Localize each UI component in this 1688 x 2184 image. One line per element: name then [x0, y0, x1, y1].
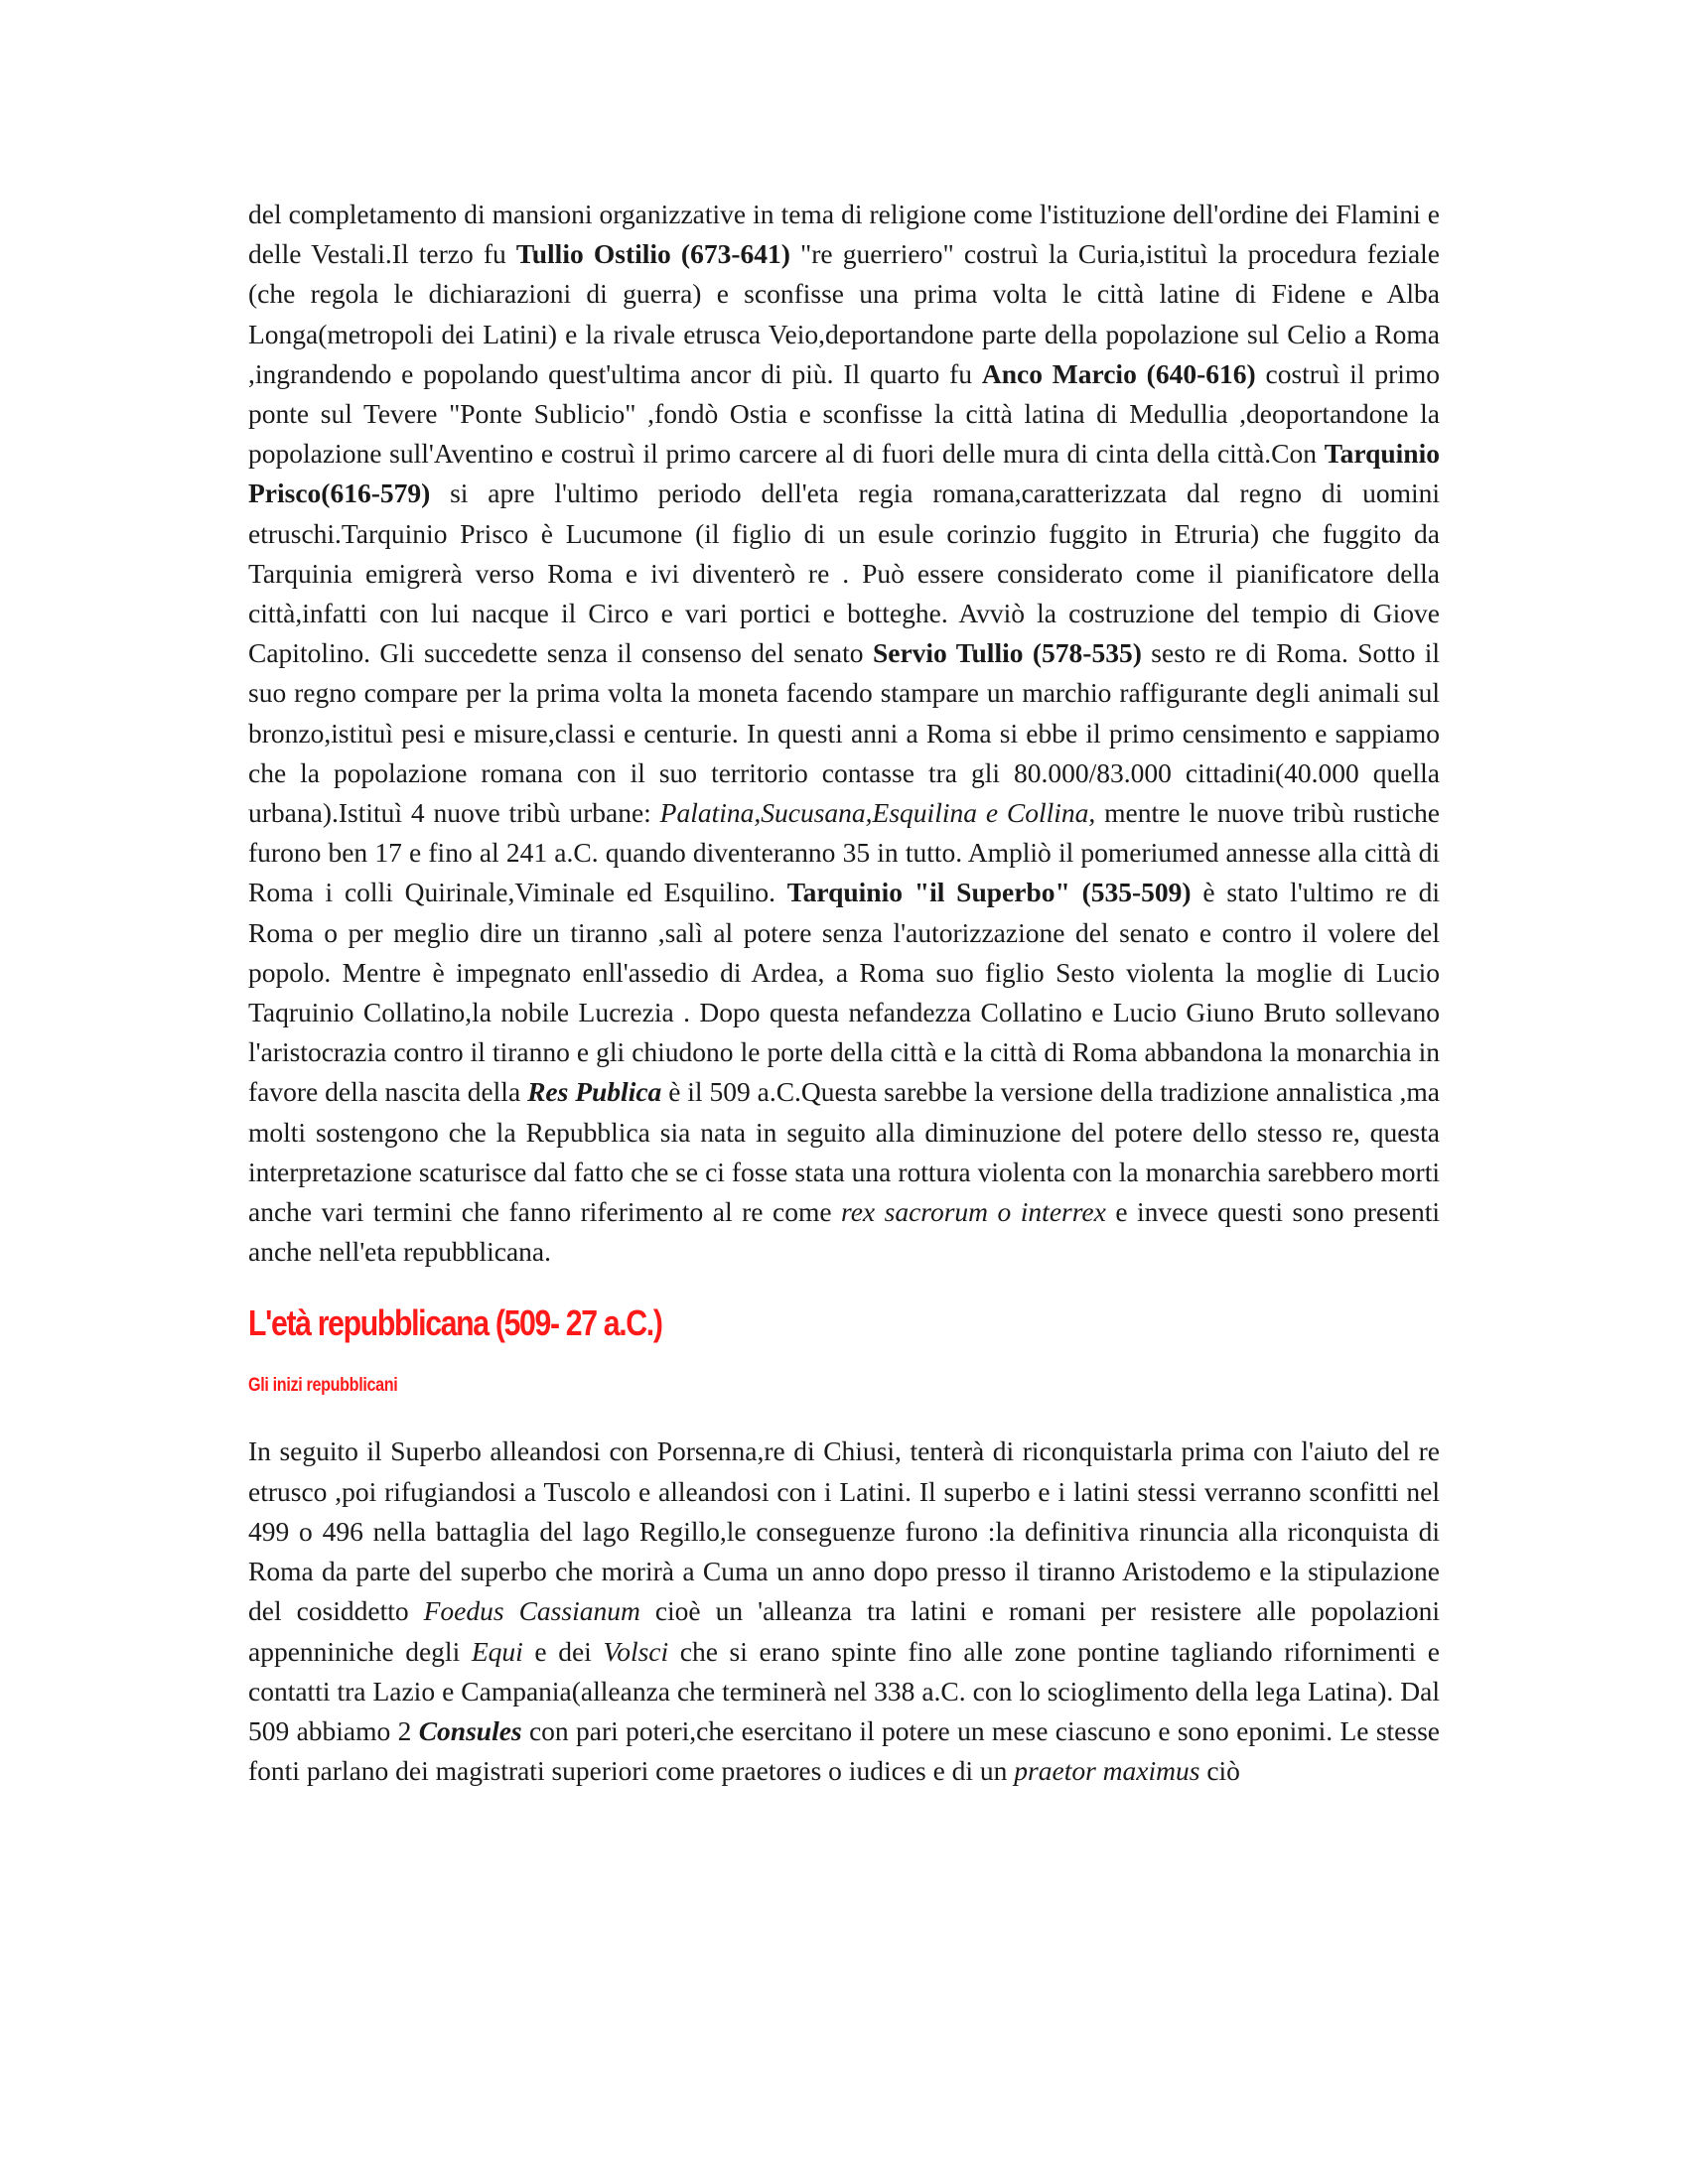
- italic-term-tribes: Palatina,Sucusana,Esquilina e Collina,: [659, 797, 1096, 829]
- text-run: ciò: [1199, 1755, 1240, 1787]
- paragraph-early-republic: [248, 1432, 1440, 1791]
- italic-term-volsci: Volsci: [603, 1635, 669, 1667]
- text-run: con pari poteri,che esercitano il potere un mese ciascuno e sono eponimi. Le stesse fonti parlano dei magistrati superiori come praetores o iudices e di un: [248, 1714, 1440, 1787]
- text-run: e dei: [522, 1635, 604, 1667]
- text-run: che si erano spinte fino alle zone pontine tagliando rifornimenti e contatti tra Lazio e Campania(alleanza che terminerà nel 338 a.C. con lo scioglimento della lega Latina). Dal 509 abbiamo 2: [248, 1635, 1440, 1746]
- section-heading: L'età repubblicana (509- 27 a.C.): [248, 1302, 662, 1344]
- king-name-anco-marcio: Anco Marcio (640-616): [981, 357, 1256, 389]
- text-run: è il 509 a.C.Questa sarebbe la versione della tradizione annalistica ,ma molti sostengono che la Repubblica sia nata in seguito alla diminuzione del potere dello stesso re, questa interpretazione scaturisce dal fatto che se ci fosse stata una rottura violenta con la monarchia sarebbero morti anche vari termini che fanno riferimento al re come: [248, 1076, 1440, 1228]
- text-run: "re guerriero" costruì la Curia,istituì la procedura feziale (che regola le dichiarazioni di guerra) e sconfisse una prima volta le città latine di Fidene e Alba Longa(metropoli dei Latini) e la rivale etrusca Veio,deportandone parte della popolazione sul Celio a Roma ,ingrandendo e popolando quest'ultima ancor di più. Il quarto fu: [248, 238, 1440, 389]
- king-name-tarquinio-prisco: Tarquinio Prisco(616-579): [248, 438, 1440, 509]
- italic-term-foedus-cassianum: Foedus Cassianum: [423, 1595, 640, 1627]
- term-consules: Consules: [418, 1714, 522, 1746]
- text-run: sesto re di Roma. Sotto il suo regno compare per la prima volta la moneta facendo stampare un marchio raffigurante degli animali sul bronzo,istituì pesi e misure,classi e centurie. In questi anni a Roma si ebbe il primo censimento e sappiamo che la popolazione romana con il suo territorio contasse tra gli 80.000/83.000 cittadini(40.000 quella urbana).Istituì 4 nuove tribù urbane:: [248, 637, 1441, 829]
- document-page: [248, 195, 1440, 1791]
- text-run: cioè un 'alleanza tra latini e romani per resistere alle popolazioni appenniniche degli: [248, 1595, 1440, 1667]
- text-run: è stato l'ultimo re di Roma o per meglio dire un tiranno ,salì al potere senza l'autorizzazione del senato e contro il volere del popolo. Mentre è impegnato enll'assedio di Ardea, a Roma suo figlio Sesto violenta la moglie di Lucio Taqruinio Collatino,la nobile Lucrezia . Dopo questa nefandezza Collatino e Lucio Giuno Bruto sollevano l'aristocrazia contro il tiranno e gli chiudono le porte della città e la città di Roma abbandona la monarchia in favore della nascita della: [248, 877, 1440, 1108]
- text-run: In seguito il Superbo alleandosi con Porsenna,re di Chiusi, tenterà di riconquistarla prima con l'aiuto del re etrusco ,poi rifugiandosi a Tuscolo e alleandosi con i Latini. Il superbo e i latini stessi verranno sconfitti nel 499 o 496 nella battaglia del lago Regillo,le conseguenze furono :la definitiva rinuncia alla riconquista di Roma da parte del superbo che morirà a Cuma un anno dopo presso il tiranno Aristodemo e la stipulazione del cosiddetto: [248, 1435, 1440, 1627]
- king-name-servio-tullio: Servio Tullio (578-535): [872, 637, 1142, 669]
- italic-term-praetor-maximus: praetor maximus: [1014, 1755, 1200, 1787]
- king-name-tullio-ostilio: Tullio Ostilio (673-641): [515, 238, 790, 270]
- term-res-publica: Res Publica: [527, 1076, 662, 1108]
- text-run: del completamento di mansioni organizzative in tema di religione come l'istituzione dell'ordine dei Flamini e delle Vestali.Il terzo fu: [248, 199, 1440, 270]
- king-name-tarquinio-superbo: Tarquinio "il Superbo" (535-509): [786, 877, 1192, 908]
- text-run: si apre l'ultimo periodo dell'eta regia romana,caratterizzata dal regno di uomini etruschi.Tarquinio Prisco è Lucumone (il figlio di un esule corinzio fuggito in Etruria) che fuggito da Tarquinia emigrerà verso Roma e ivi diventerò re . Può essere considerato come il pianificatore della città,infatti con lui nacque il Circo e vari portici e botteghe. Avviò la costruzione del tempio di Giove Capitolino. Gli succedette senza il consenso del senato: [248, 478, 1440, 669]
- subsection-heading: Gli inizi repubblicani: [248, 1375, 398, 1397]
- text-run: e invece questi sono presenti anche nell'eta repubblicana.: [248, 1196, 1440, 1268]
- paragraph-kings: [248, 195, 1440, 1272]
- italic-term-rex-sacrorum: rex sacrorum o interrex: [841, 1196, 1106, 1228]
- text-run: costruì il primo ponte sul Tevere "Ponte Sublicio" ,fondò Ostia e sconfisse la città latina di Medullia ,deoportandone la popolazione sull'Aventino e costruì il primo carcere al di fuori delle mura di cinta della città.Con: [248, 357, 1441, 470]
- text-run: mentre le nuove tribù rustiche furono ben 17 e fino al 241 a.C. quando diventeranno 35 in tutto. Ampliò il pomeriumed annesse alla città di Roma i colli Quirinale,Viminale ed Esquilino.: [248, 797, 1440, 908]
- italic-term-equi: Equi: [471, 1635, 523, 1667]
